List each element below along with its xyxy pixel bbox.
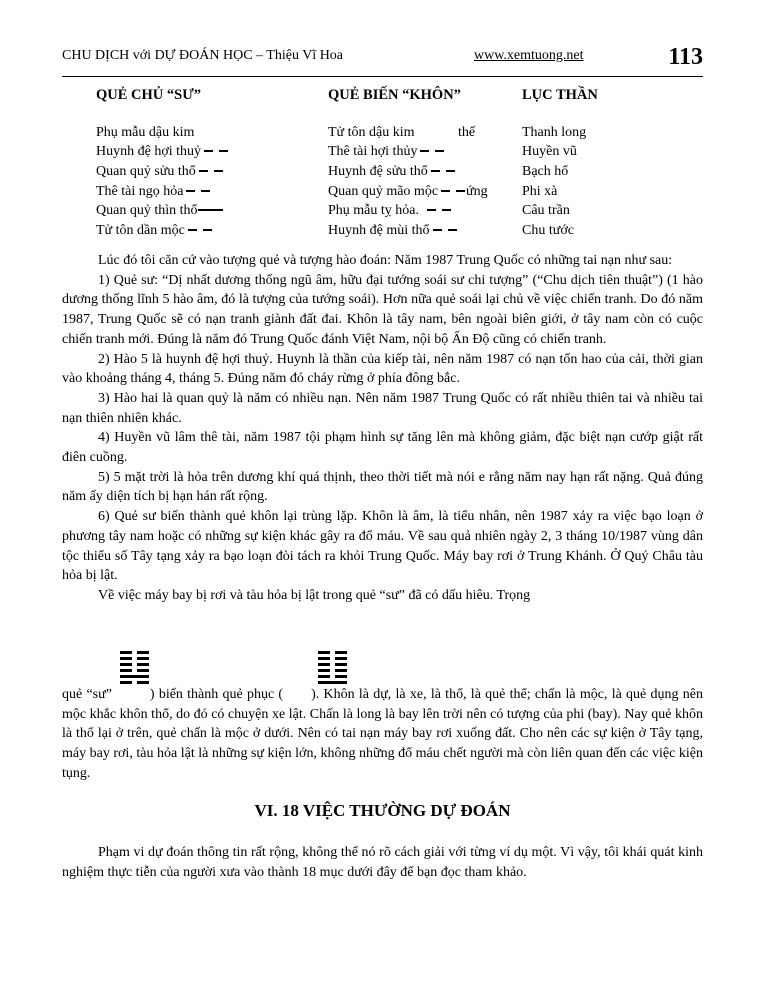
paragraph: Phạm vi dự đoán thông tin rất rộng, không thể nó rõ cách giải với từng ví dụ một. Vì vậy, tôi khái quát kinh nghiệm thực tiễn của người xưa vào thành 18 mục dưới đây để bạn đọc tham khảo. (62, 845, 703, 880)
line-row: Huynh đệ hợi thuỷ (96, 142, 234, 162)
ung-marker: ứng (466, 183, 488, 199)
spirit-row: Huyền vũ (522, 144, 577, 160)
line-row: Huynh đệ mùi thổ (328, 221, 488, 241)
website-link[interactable]: www.xemtuong.net (474, 48, 584, 63)
column-luc-than (522, 86, 598, 241)
line-row: Huynh đệ sửu thổ (328, 162, 488, 182)
column-heading: QUẺ BIẾN “KHÔN” (328, 87, 461, 103)
section-title: VI. 18 VIỆC THƯỜNG DỰ ĐOÁN (254, 801, 511, 820)
line-row: Tử tôn dần mộc (96, 221, 234, 241)
page-number: 113 (668, 44, 703, 70)
yin-line-icon (420, 141, 450, 161)
paragraph: 2) Hào 5 là huynh đệ hợi thuỷ. Huynh là thần của kiếp tài, nên năm 1987 có nạn tổn hao của cải, thời gian vào khoảng tháng 4, tháng 5. Đúng năm đó cháy rừng ở phía đông bắc. (62, 351, 703, 387)
yin-line-icon (204, 141, 234, 161)
line-row: Thê tài ngọ hỏa (96, 182, 234, 202)
book-title: CHU DỊCH với DỰ ĐOÁN HỌC – Thiệu Vĩ Hoa (62, 48, 344, 63)
section-body (62, 843, 703, 882)
column-que-bien-khon (328, 86, 488, 241)
header-rule (62, 76, 703, 77)
the-marker: thế (458, 124, 476, 140)
line-row: Quan quỷ sửu thổ (96, 162, 234, 182)
spirit-row: Phi xà (522, 183, 558, 199)
yin-line-icon (199, 161, 229, 181)
body-text-continued (62, 685, 703, 784)
paragraph: quẻ “sư” ) biến thành quẻ phục ( ). Khôn là dự, là xe, là thổ, là quẻ thể; chấn là mộc, là quẻ dụng nên mộc khắc khôn thổ, do đó có chuyện xe lật. Chấn là long là bay lên trời nên có tượng của phi (bay). Nay quẻ khôn là thổ lại ở trên, quẻ chấn là mộc ở dưới. Nên có tai nạn máy bay rơi xuống đất. Cho nên các sự kiện ở Tây tạng, máy bay rơi, tàu hỏa lật là những sự kiện lớn, không những đổ máu chết người mà còn liên quan đến các việc kiện tụng. (62, 687, 703, 781)
column-heading: QUẺ CHỦ “SƯ” (96, 87, 201, 103)
yin-line-icon (433, 220, 463, 240)
spirit-row: Bạch hổ (522, 164, 569, 180)
column-que-chu-su (96, 86, 234, 241)
line-row: Quan quỷ mão mộc ứng (328, 182, 488, 202)
yin-line-icon (188, 220, 218, 240)
page-header (62, 44, 703, 74)
paragraph: 3) Hào hai là quan quỷ là năm có nhiều nạn. Nên năm 1987 Trung Quốc có rất nhiều thiên tai và nhiều tai nạn thiên nhiên khác. (62, 390, 703, 426)
paragraph: 5) 5 mặt trời là hỏa trên dương khí quá thịnh, theo thời tiết mà nói e rằng năm nay hạn rất nặng. Quả đúng năm ấy diện tích bị hạn hán rất rộng. (62, 469, 703, 505)
yang-line-icon (198, 200, 223, 220)
paragraph: 1) Quẻ sư: “Dị nhất dương thống ngũ âm, hữu đại tướng soái sư chi tượng” (“Chu dịch tiên thuật”) (1 hào dương thống lĩnh 5 hào âm, đó là tượng của tướng soái). Hơn nữa quẻ soái lại chủ về việc chiến tranh. Do đó năm 1987, Trung Quốc sẽ có nạn tranh giành đất đai. Khôn là tây nam, bên ngoài biên giới, ở tây nam còn có cuộc chiến tranh mới. Đúng là năm đó Trung Quốc đánh Việt Nam, nội bộ Ấn Độ cũng có chiến tranh. (62, 272, 703, 347)
hexagram-su-icon (120, 651, 150, 687)
line-row: Phụ mẫu dậu kim (96, 124, 195, 140)
paragraph: Lúc đó tôi căn cứ vào tượng quẻ và tượng hào đoán: Năm 1987 Trung Quốc có những tai nạn như sau: (98, 253, 673, 268)
yin-line-icon (441, 181, 466, 201)
paragraph: Về việc máy bay bị rơi và tàu hỏa bị lật trong quẻ “sư” đã có dấu hiêu. Trọng (98, 587, 531, 603)
spirit-row: Chu tước (522, 223, 574, 239)
spirit-row: Câu trần (522, 203, 570, 219)
line-row: Thê tài hợi thủy (328, 142, 488, 162)
line-row: Quan quỷ thìn thổ (96, 201, 234, 221)
paragraph: 6) Quẻ sư biến thành quẻ khôn lại trùng lặp. Khôn là âm, là tiểu nhân, nên 1987 xảy ra việc bạo loạn ở phương tây nam hoặc có những sự kiện khác gây ra đổ máu. Về sau quả nhiên ngày 2, 3 tháng 10/1987 vùng dân tộc thiểu số Tây tạng xảy ra bạo loạn đòi tách ra khỏi Trung Quốc. Máy bay rơi ở Trung Khánh. Ở Quý Châu tàu hỏa bị lật. (62, 509, 703, 584)
hexagram-phuc-icon (318, 651, 348, 687)
yin-line-icon (186, 181, 216, 201)
yin-line-icon (431, 161, 461, 181)
spirit-row: Thanh long (522, 124, 587, 140)
line-row: Phụ mẫu tỵ hỏa. (328, 201, 488, 221)
body-text (62, 251, 703, 606)
column-heading: LỤC THẦN (522, 87, 598, 103)
paragraph: 4) Huyền vũ lâm thê tài, năm 1987 tội phạm hình sự tăng lên mà không giảm, đặc biệt nạn cướp giật rất điên cuồng. (62, 430, 703, 466)
line-row: Tử tôn dậu kim thế (328, 123, 488, 143)
yin-line-icon (427, 200, 457, 220)
